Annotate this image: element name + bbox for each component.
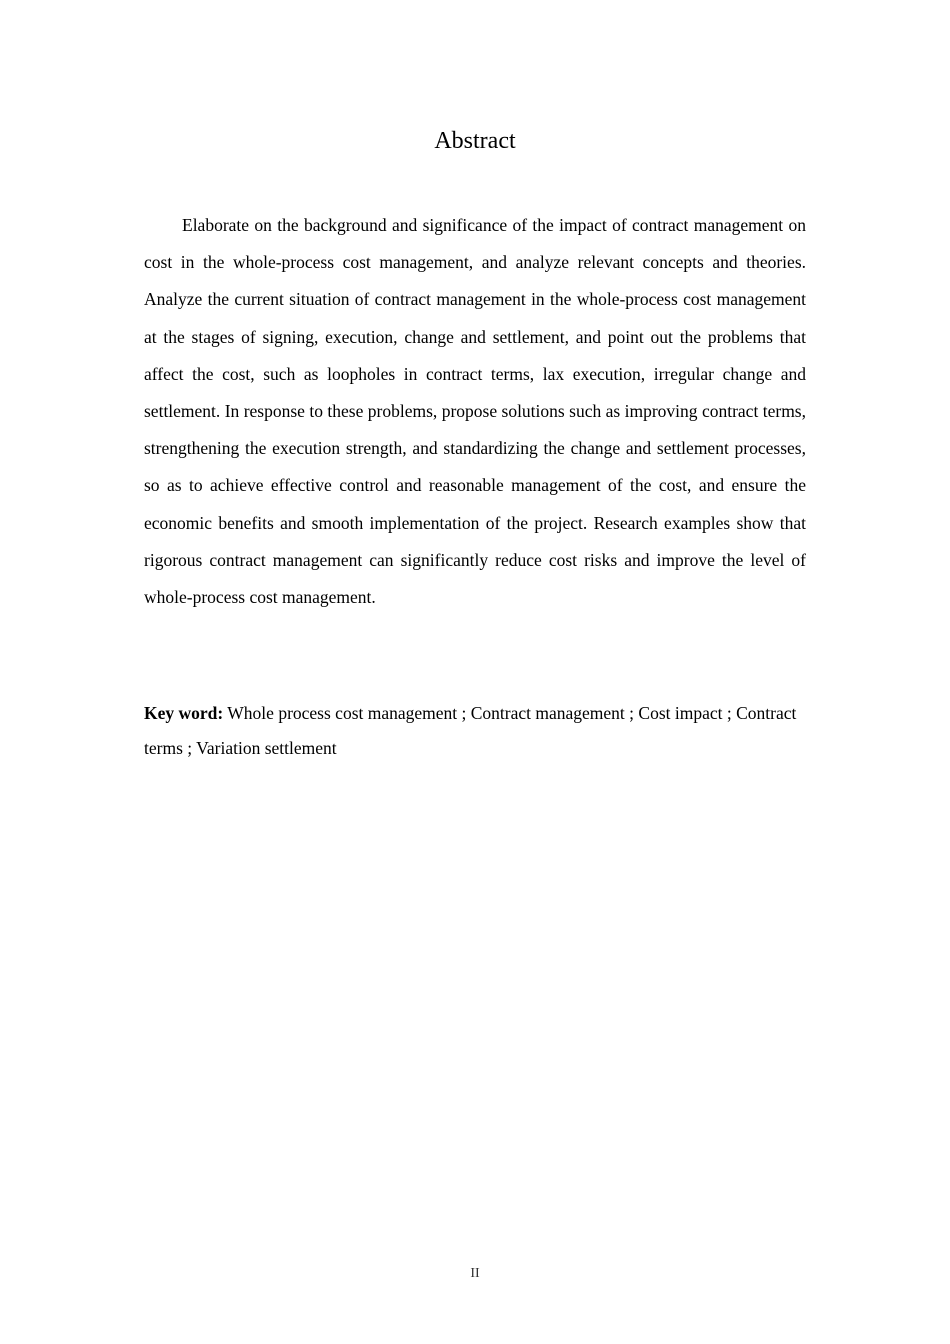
keywords-label: Key word:: [144, 703, 224, 723]
keywords-line: [144, 696, 806, 766]
keywords-text: Whole process cost management ; Contract management ; Cost impact ; Contract terms ; Variation settlement: [144, 703, 797, 758]
abstract-paragraph: Elaborate on the background and significance of the impact of contract management on cost in the whole-process cost management, and analyze relevant concepts and theories. Analyze the current situation of contract management in the whole-process cost management at the stages of signing, execution, change and settlement, and point out the problems that affect the cost, such as loopholes in contract terms, lax execution, irregular change and settlement. In response to these problems, propose solutions such as improving contract terms, strengthening the execution strength, and standardizing the change and settlement processes, so as to achieve effective control and reasonable management of the cost, and ensure the economic benefits and smooth implementation of the project. Research examples show that rigorous contract management can significantly reduce cost risks and improve the level of whole-process cost management.: [144, 215, 806, 608]
page-title: Abstract: [434, 128, 516, 154]
page-number: II: [470, 1266, 480, 1281]
